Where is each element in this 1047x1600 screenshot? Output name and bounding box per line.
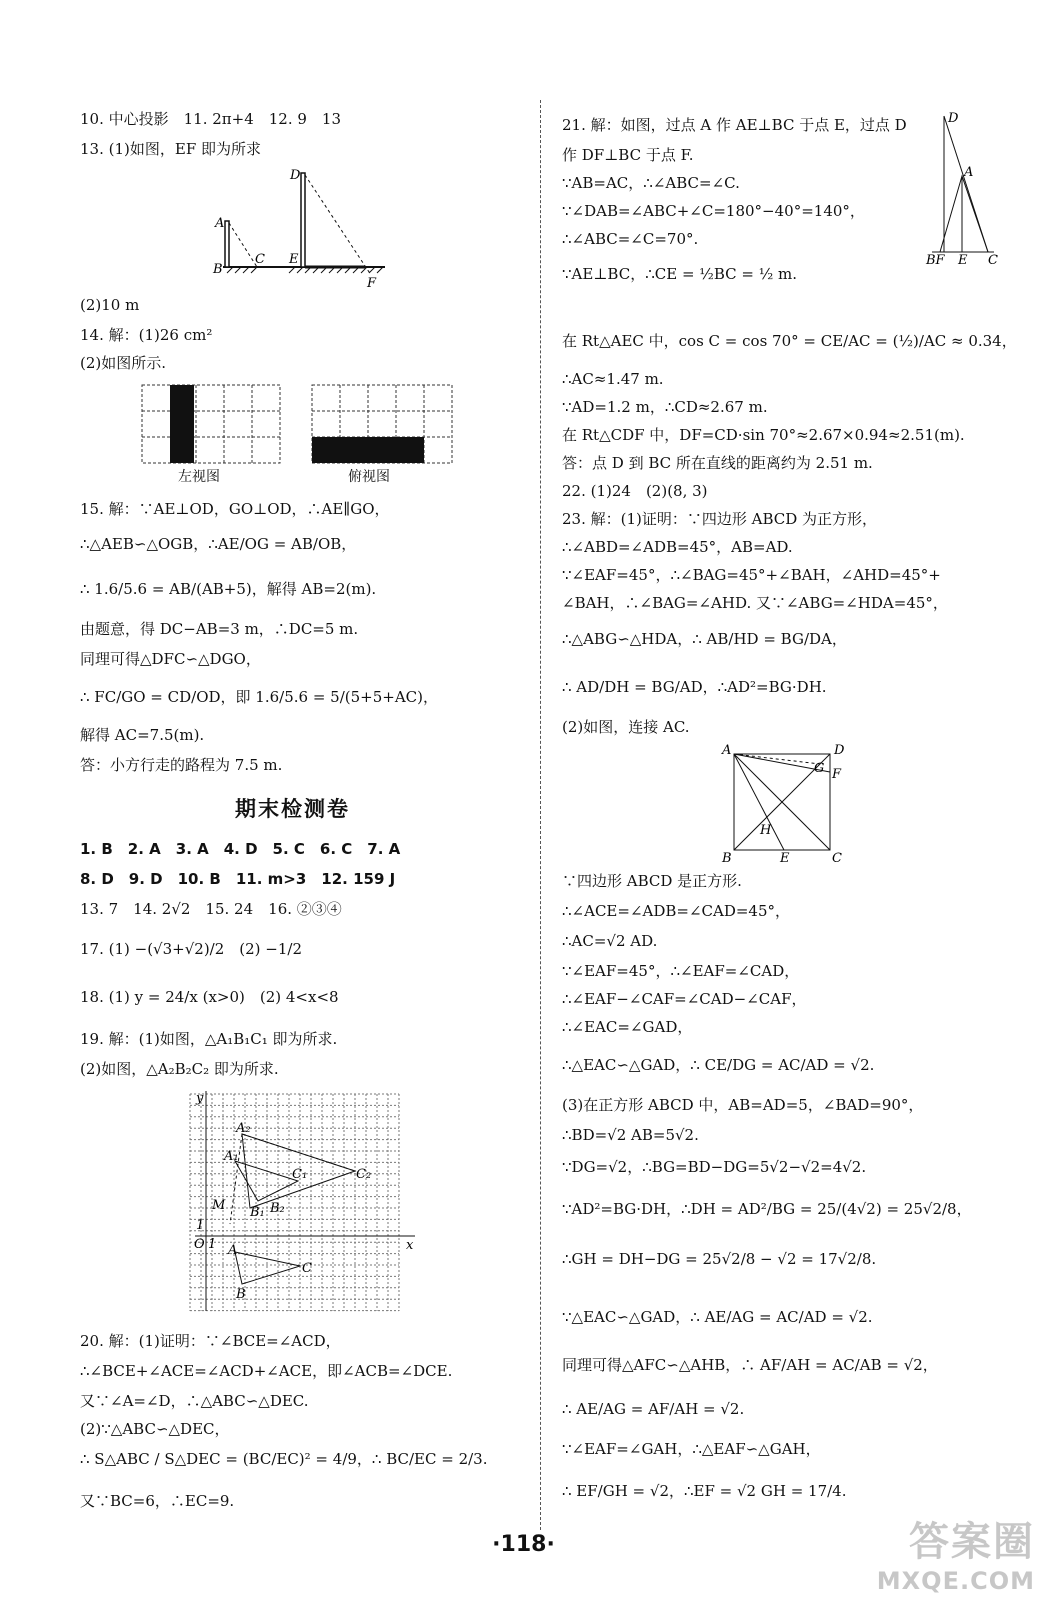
answer-line: ∴△EAC∽△GAD，∴ CE/DG = AC/AD = √2. (562, 1056, 875, 1074)
answer-line: 22. (1)24 (2)(8, 3) (562, 482, 708, 500)
svg-text:E: E (958, 253, 968, 268)
svg-text:1: 1 (208, 1237, 217, 1252)
answer-line: (2)如图，连接 AC. (562, 718, 690, 736)
svg-text:x: x (406, 1238, 414, 1253)
answer-line: ∴AC=√2 AD. (562, 932, 658, 950)
svg-text:A₁: A₁ (224, 1149, 239, 1164)
answer-line: 8. D 9. D 10. B 11. m>3 12. 159 J (80, 870, 396, 888)
answer-line: ∵∠EAF=45°，∴∠EAF=∠CAD， (562, 962, 800, 980)
svg-text:1: 1 (196, 1218, 205, 1233)
section-title: 期末检测卷 (235, 797, 350, 821)
answer-line: ∵AD=1.2 m，∴CD≈2.67 m. (562, 398, 768, 416)
answer-line: (2)如图所示. (80, 354, 167, 372)
left-view-label: 左视图 (178, 469, 220, 485)
answer-line: 作 DF⊥BC 于点 F. (562, 146, 694, 164)
answer-line: 在 Rt△CDF 中，DF=CD·sin 70°≈2.67×0.94≈2.51(m). (562, 426, 965, 444)
svg-text:E: E (289, 252, 299, 267)
svg-text:M: M (212, 1198, 226, 1213)
answer-line: ∴∠BCE+∠ACE=∠ACD+∠ACE，即∠ACB=∠DCE. (80, 1362, 453, 1380)
answer-line: ∴ EF/GH = √2，∴EF = √2 GH = 17/4. (562, 1482, 847, 1500)
svg-text:B₁: B₁ (250, 1205, 265, 1220)
answer-line: 由题意，得 DC−AB=3 m，∴DC=5 m. (80, 620, 359, 638)
answer-line: ∴ FC/GO = CD/OD，即 1.6/5.6 = 5/(5+5+AC)， (80, 688, 438, 706)
svg-text:BF: BF (926, 253, 945, 268)
svg-text:B₂: B₂ (270, 1201, 285, 1216)
answer-line: ∵四边形 ABCD 是正方形. (562, 872, 742, 890)
svg-text:D: D (948, 111, 959, 126)
answer-line: 13. 7 14. 2√2 15. 24 16. ②③④ (80, 900, 342, 918)
answer-line: ∴∠EAF−∠CAF=∠CAD−∠CAF， (562, 990, 807, 1008)
svg-text:B: B (213, 262, 223, 277)
svg-text:F: F (367, 276, 377, 288)
svg-text:D: D (290, 168, 301, 183)
svg-text:C: C (255, 252, 265, 267)
page-number: ·118· (492, 1532, 555, 1557)
answer-line: ∴AC≈1.47 m. (562, 370, 664, 388)
svg-text:F: F (832, 767, 842, 782)
answer-line: 同理可得△DFC∽△DGO， (80, 650, 261, 668)
answer-line: 20. 解：(1)证明：∵∠BCE=∠ACD， (80, 1332, 341, 1350)
svg-text:G: G (814, 761, 825, 776)
answer-line: ∵△EAC∽△GAD，∴ AE/AG = AC/AD = √2. (562, 1308, 873, 1326)
figure-19-grid (180, 1086, 420, 1316)
svg-text:A: A (964, 165, 974, 180)
answer-line: ∴△ABG∽△HDA，∴ AB/HD = BG/DA， (562, 630, 847, 648)
answer-line: ∵AB=AC，∴∠ABC=∠C. (562, 174, 740, 192)
answer-line: (2)如图，△A₂B₂C₂ 即为所求. (80, 1060, 279, 1078)
answer-line: 10. 中心投影 11. 2π+4 12. 9 13 (80, 110, 342, 128)
answer-line: ∴∠ACE=∠ADB=∠CAD=45°， (562, 902, 791, 920)
answer-line: 在 Rt△AEC 中，cos C = cos 70° = CE/AC = (½)/AC ≈ 0.34， (562, 332, 1017, 350)
svg-text:C₁: C₁ (292, 1167, 308, 1182)
answer-line: ∠BAH，∴∠BAG=∠AHD. 又∵∠ABG=∠HDA=45°， (562, 594, 948, 612)
answer-line: ∴GH = DH−DG = 25√2/8 − √2 = 17√2/8. (562, 1250, 877, 1268)
svg-text:C: C (988, 253, 998, 268)
answer-line: ∴∠EAC=∠GAD， (562, 1018, 693, 1036)
answer-line: ∵∠EAF=45°，∴∠BAG=45°+∠BAH，∠AHD=45°+ (562, 566, 941, 584)
answer-line: ∵AE⊥BC，∴CE = ½BC = ½ m. (562, 265, 798, 283)
answer-line: ∴△AEB∽△OGB，∴AE/OG = AB/OB， (80, 535, 357, 553)
svg-text:B: B (722, 851, 732, 866)
answer-line: 1. B 2. A 3. A 4. D 5. C 6. C 7. A (80, 840, 401, 858)
answer-line: ∴ S△ABC / S△DEC = (BC/EC)² = 4/9，∴ BC/EC = 2/3. (80, 1450, 488, 1468)
answer-line: 解得 AC=7.5(m). (80, 726, 205, 744)
answer-line: ∵AD²=BG·DH，∴DH = AD²/BG = 25/(4√2) = 25√2/8， (562, 1200, 972, 1218)
answer-line: 14. 解：(1)26 cm² (80, 326, 213, 344)
answer-line: 答：小方行走的路程为 7.5 m. (80, 756, 283, 774)
answer-line: ∴ AE/AG = AF/AH = √2. (562, 1400, 745, 1418)
svg-text:y: y (196, 1091, 204, 1106)
watermark-logo: 答案圈 MXQE.COM (876, 1519, 1035, 1595)
svg-text:A: A (228, 1243, 238, 1258)
figure-13-shadow (205, 163, 475, 288)
svg-text:O: O (194, 1237, 205, 1252)
answer-line: 又∵BC=6，∴EC=9. (80, 1492, 235, 1510)
answer-line: 同理可得△AFC∽△AHB，∴ AF/AH = AC/AB = √2， (562, 1356, 938, 1374)
svg-text:D: D (834, 743, 845, 758)
answer-line: 15. 解：∵AE⊥OD，GO⊥OD，∴AE∥GO， (80, 500, 390, 518)
svg-text:C: C (302, 1261, 312, 1276)
answer-line: 18. (1) y = 24/x (x>0) (2) 4<x<8 (80, 988, 339, 1006)
answer-line: ∵∠DAB=∠ABC+∠C=180°−40°=140°， (562, 202, 865, 220)
svg-text:A: A (722, 743, 732, 758)
answer-line: (2)10 m (80, 296, 140, 314)
answer-line: (2)∵△ABC∽△DEC， (80, 1420, 230, 1438)
answer-line: 23. 解：(1)证明：∵四边形 ABCD 为正方形， (562, 510, 878, 528)
answer-line: ∴BD=√2 AB=5√2. (562, 1126, 699, 1144)
answer-line: ∴ 1.6/5.6 = AB/(AB+5)，解得 AB=2(m). (80, 580, 377, 598)
svg-text:A: A (215, 216, 225, 231)
answer-line: (3)在正方形 ABCD 中，AB=AD=5，∠BAD=90°， (562, 1096, 924, 1114)
answer-line: ∵∠EAF=∠GAH，∴△EAF∽△GAH， (562, 1440, 821, 1458)
answer-line: 13. (1)如图，EF 即为所求 (80, 140, 261, 158)
figure-21-triangle (922, 108, 1002, 268)
column-divider (540, 100, 541, 1530)
top-view-label: 俯视图 (348, 469, 390, 485)
answer-line: 17. (1) −(√3+√2)/2 (2) −1/2 (80, 940, 303, 958)
svg-text:A₂: A₂ (236, 1121, 251, 1136)
svg-text:H: H (760, 823, 772, 838)
answer-line: ∵DG=√2，∴BG=BD−DG=5√2−√2=4√2. (562, 1158, 867, 1176)
svg-text:E: E (780, 851, 790, 866)
answer-line: 21. 解：如图，过点 A 作 AE⊥BC 于点 E，过点 D (562, 116, 907, 134)
answer-line: ∴∠ABC=∠C=70°. (562, 230, 699, 248)
answer-line: ∴∠ABD=∠ADB=45°，AB=AD. (562, 538, 793, 556)
answer-line: 答：点 D 到 BC 所在直线的距离约为 2.51 m. (562, 454, 873, 472)
answer-line: 19. 解：(1)如图，△A₁B₁C₁ 即为所求. (80, 1030, 338, 1048)
answer-line: 又∵∠A=∠D，∴△ABC∽△DEC. (80, 1392, 309, 1410)
svg-text:B: B (236, 1287, 246, 1302)
svg-text:C₂: C₂ (356, 1167, 372, 1182)
figure-23-square (720, 742, 860, 867)
answer-line: ∴ AD/DH = BG/AD，∴AD²=BG·DH. (562, 678, 827, 696)
svg-text:C: C (832, 851, 842, 866)
